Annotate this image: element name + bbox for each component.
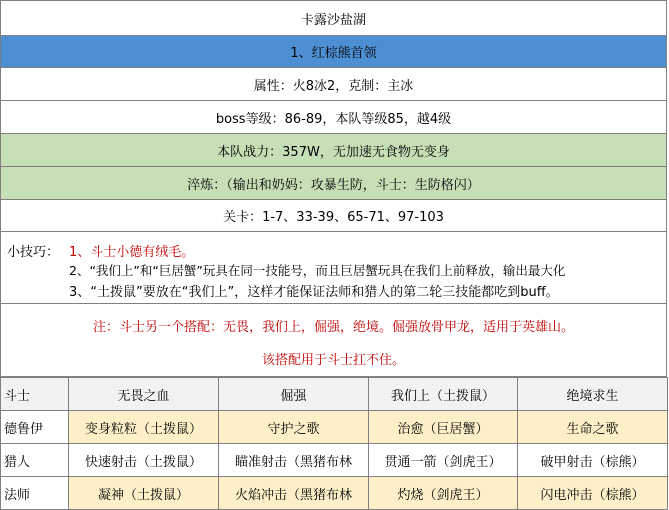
skill-cell: 快速射击（土拨鼠） (69, 444, 219, 477)
section-row (0, 36, 667, 68)
skill-cell: 凝神（土拨鼠） (69, 477, 219, 510)
class-cell: 法师 (1, 477, 69, 510)
skill-cell: 变身粒粒（土拨鼠） (69, 411, 219, 444)
tip-item-2: 2、“我们上”和“巨居蟹”玩具在同一技能号，而且巨居蟹玩具在我们上前释放，输出最大化 (69, 263, 566, 278)
attributes-row (0, 68, 667, 101)
stages-text: 关卡：1-7、33-39、65-71、97-103 (223, 210, 444, 225)
note-line-2: 该搭配用于斗士扛不住。 (261, 353, 405, 368)
skill-cell: 瞄准射击（黑猪布林 (219, 444, 369, 477)
class-cell: 德鲁伊 (1, 411, 69, 444)
tip-item-3: 3、“土拨鼠”要放在“我们上”，这样才能保证法师和猎人的第二轮三技能都吃到buff。 (69, 285, 559, 300)
skill-cell: 火焰冲击（黑猪布林 (219, 477, 369, 510)
title-row (0, 0, 667, 36)
team-power-text: 本队战力：357W，无加速无食物无变身 (217, 144, 450, 160)
tip-item-1: 1、斗士小德有绒毛。 (69, 245, 195, 260)
section-text: 1、红棕熊首领 (290, 46, 377, 61)
tips-block (0, 232, 667, 304)
table-header-row (1, 378, 668, 411)
refine-row (0, 167, 667, 200)
skill-cell: 灼烧（剑虎王） (369, 477, 518, 510)
header-cell: 斗士 (1, 378, 69, 411)
skill-cell: 破甲射击（棕熊） (518, 444, 668, 477)
skill-cell: 闪电冲击（棕熊） (518, 477, 668, 510)
table-row (1, 477, 668, 510)
header-cell: 绝境求生 (518, 378, 668, 411)
attributes-text: 属性：火8冰2，克制：主冰 (253, 78, 414, 94)
skill-cell: 治愈（巨居蟹） (369, 411, 518, 444)
header-cell: 倔强 (219, 378, 369, 411)
skill-cell: 贯通一箭（剑虎王） (369, 444, 518, 477)
skill-cell: 生命之歌 (518, 411, 668, 444)
stages-row (0, 200, 667, 232)
table-row (1, 444, 668, 477)
refine-text: 淬炼：（输出和奶妈：攻暴生防，斗士：生防格闪） (187, 177, 480, 193)
skill-table (0, 377, 668, 510)
header-cell: 无畏之血 (69, 378, 219, 411)
class-cell: 猎人 (1, 444, 69, 477)
title-text: 卡露沙盐湖 (300, 12, 366, 28)
header-cell: 我们上（土拨鼠） (369, 378, 518, 411)
boss-level-row (0, 101, 667, 134)
team-power-row (0, 134, 667, 167)
note-line-1: 注：斗士另一个搭配：无畏，我们上，倔强，绝境。倔强放骨甲龙，适用于英雄山。 (92, 320, 574, 335)
boss-level-text: boss等级：86-89，本队等级85，越4级 (215, 111, 452, 127)
skill-cell: 守护之歌 (219, 411, 369, 444)
note-block (0, 304, 667, 377)
table-row (1, 411, 668, 444)
tips-label: 小技巧： (7, 245, 60, 260)
